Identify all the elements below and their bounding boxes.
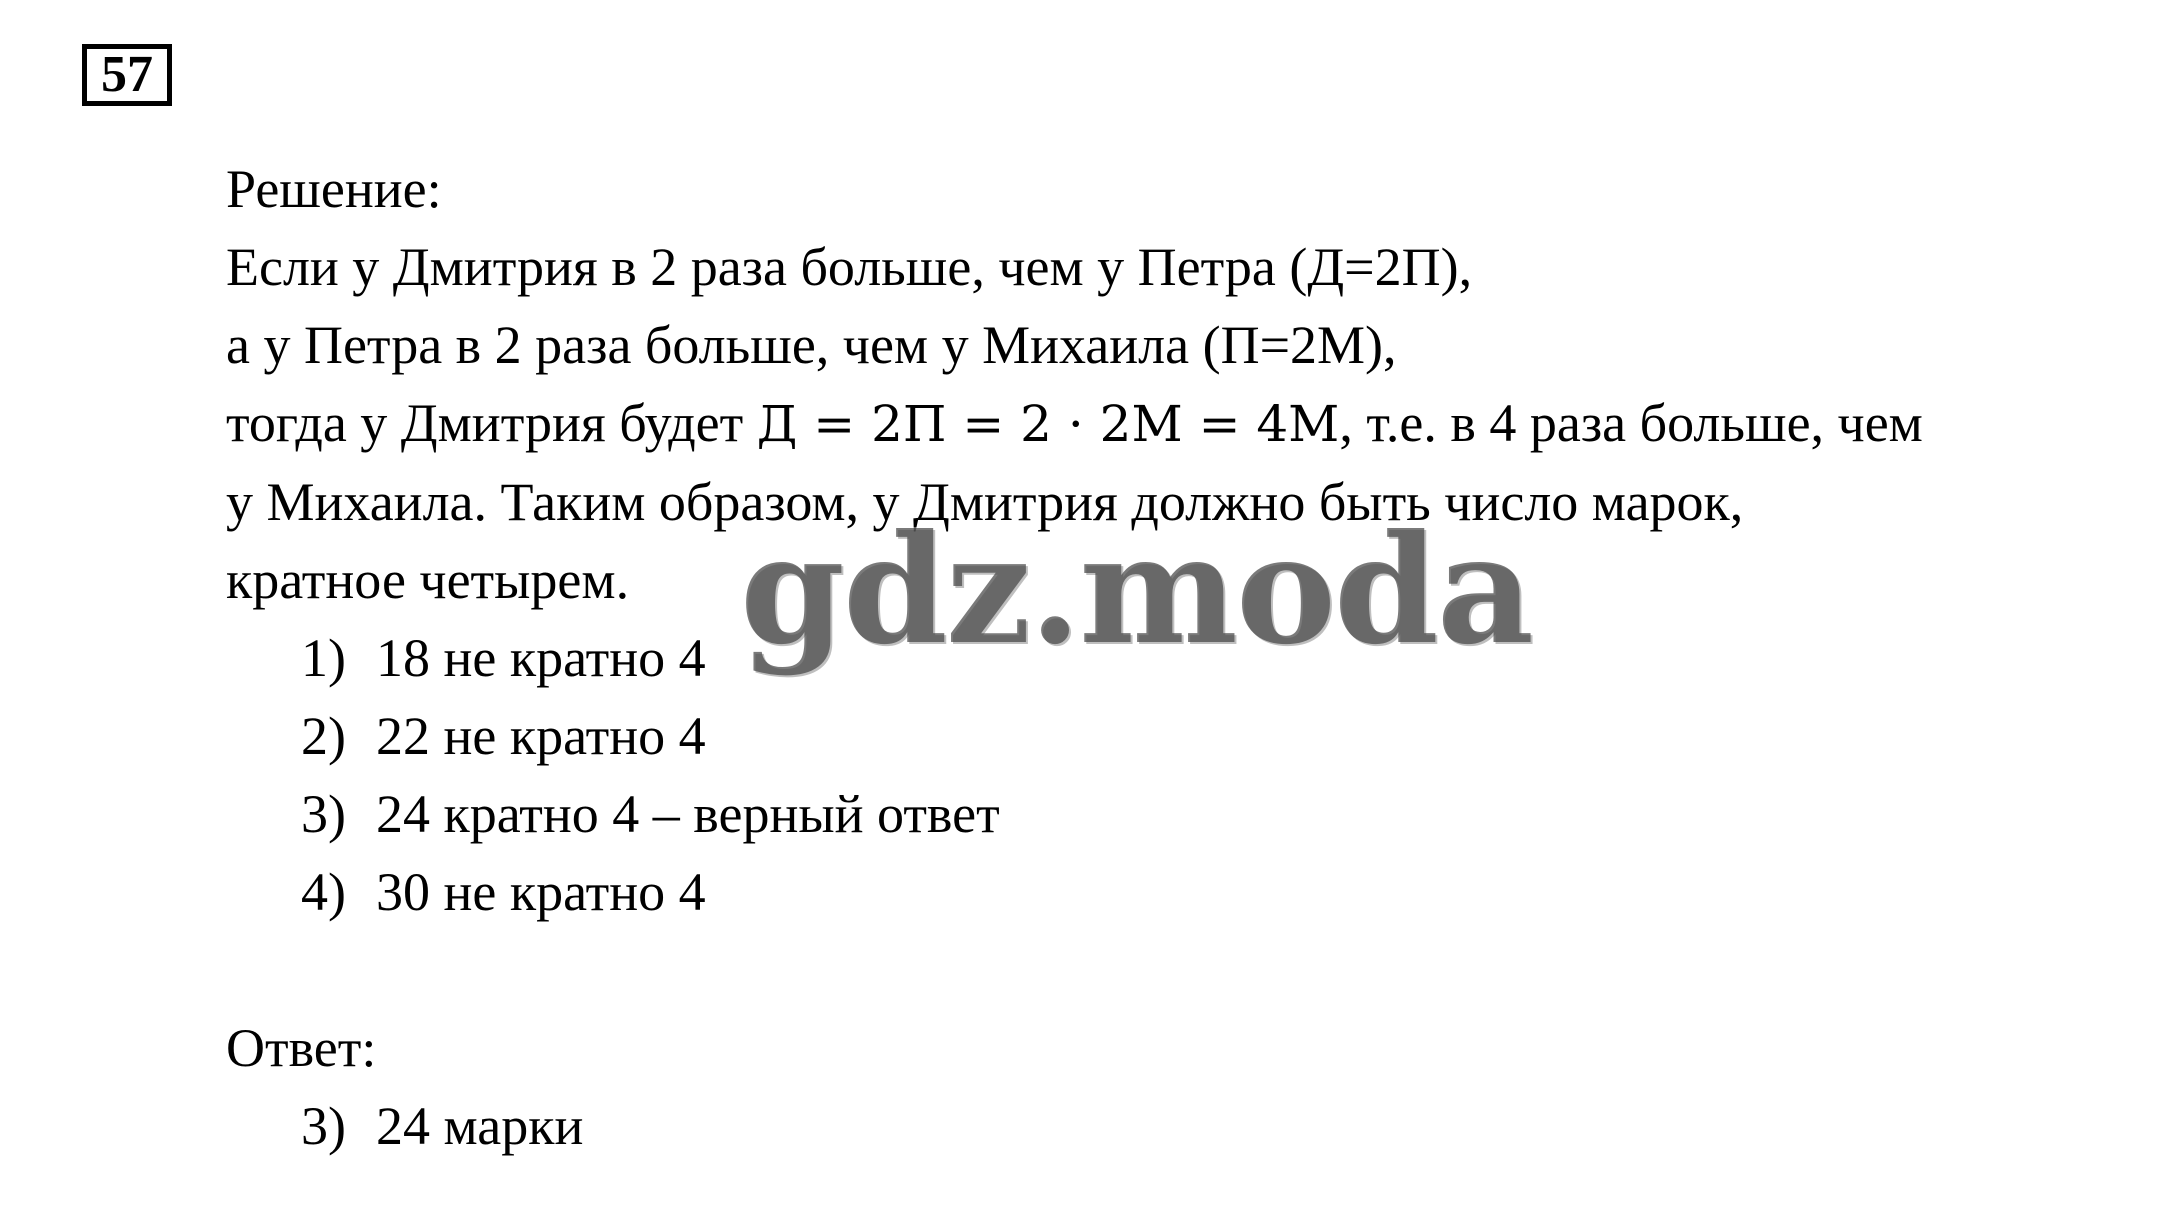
solution-content [226, 150, 2126, 1165]
solution-line-5: кратное четырем. [226, 550, 630, 610]
options-list [226, 619, 2126, 931]
option-text: 22 не кратно 4 [376, 706, 706, 766]
answer-text: 24 марки [376, 1096, 584, 1156]
option-text: 30 не кратно 4 [376, 862, 706, 922]
option-number: 4) [301, 862, 346, 922]
option-number: 2) [301, 706, 346, 766]
option-text: 18 не кратно 4 [376, 628, 706, 688]
option-number: 3) [301, 784, 346, 844]
option-text: 24 кратно 4 – верный ответ [376, 784, 1000, 844]
answer-heading: Ответ: [226, 1018, 377, 1078]
option-item [226, 619, 2126, 697]
answer-number: 3) [301, 1096, 346, 1156]
solution-line-1: Если у Дмитрия в 2 раза больше, чем у Петра (Д=2П), [226, 237, 1473, 297]
spacer [226, 931, 2126, 1009]
problem-number: 57 [101, 46, 153, 103]
solution-line-3 [226, 384, 2126, 463]
solution-line-3-prefix: тогда у Дмитрия будет [226, 393, 757, 453]
solution-line-2: а у Петра в 2 раза больше, чем у Михаила (П=2М), [226, 315, 1397, 375]
solution-heading: Решение: [226, 159, 442, 219]
watermark: gdz.moda [740, 502, 1533, 678]
option-item [226, 853, 2126, 931]
option-item [226, 697, 2126, 775]
option-number: 1) [301, 628, 346, 688]
solution-line-3-suffix: , т.е. в 4 раза больше, чем [1339, 393, 1923, 453]
formula: Д = 2П = 2 · 2М = 4М [756, 395, 1340, 453]
answer-item [226, 1087, 2126, 1165]
problem-number-box [82, 44, 172, 106]
option-item [226, 775, 2126, 853]
solution-line-4: у Михаила. Таким образом, у Дмитрия должно быть число марок, [226, 472, 1744, 532]
